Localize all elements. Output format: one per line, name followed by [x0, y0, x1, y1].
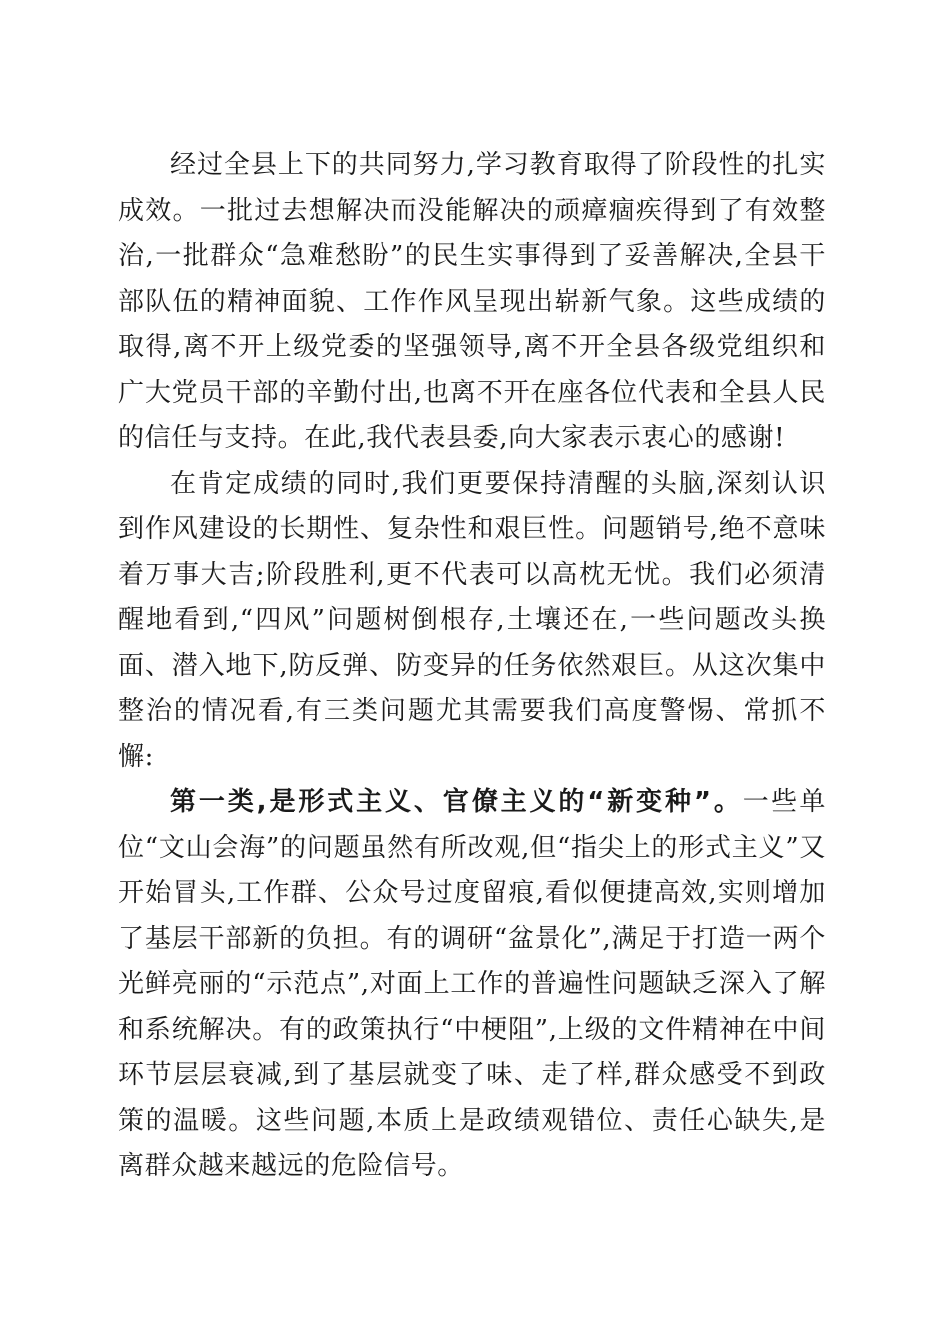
paragraph-problems-intro: 在肯定成绩的同时,我们更要保持清醒的头脑,深刻认识到作风建设的长期性、复杂性和艰巨性。问题销号,绝不意味着万事大吉;阶段胜利,更不代表可以高枕无忧。我们必须清醒地看到,“四风”问题树倒根存,土壤还在,一些问题改头换面、潜入地下,防反弹、防变异的任务依然艰巨。从这次集中整治的情况看,有三类问题尤其需要我们高度警惕、常抓不懈:: [118, 468, 826, 772]
paragraph-first-category: [118, 780, 826, 1190]
document-body: [118, 143, 826, 1190]
paragraph-body-text: 一些单位“文山会海”的问题虽然有所改观,但“指尖上的形式主义”又开始冒头,工作群、公众号过度留痕,看似便捷高效,实则增加了基层干部新的负担。有的调研“盆景化”,满足于打造一两个光鲜亮丽的“示范点”,对面上工作的普遍性问题缺乏深入了解和系统解决。有的政策执行“中梗阻”,上级的文件精神在中间环节层层衰减,到了基层就变了味、走了样,群众感受不到政策的温暖。这些问题,本质上是政绩观错位、责任心缺失,是离群众越来越远的危险信号。: [118, 787, 826, 1181]
paragraph-achievements: 经过全县上下的共同努力,学习教育取得了阶段性的扎实成效。一批过去想解决而没能解决的顽瘴痼疾得到了有效整治,一批群众“急难愁盼”的民生实事得到了妥善解决,全县干部队伍的精神面貌、工作作风呈现出崭新气象。这些成绩的取得,离不开上级党委的坚强领导,离不开全县各级党组织和广大党员干部的辛勤付出,也离不开在座各位代表和全县人民的信任与支持。在此,我代表县委,向大家表示衷心的感谢!: [118, 150, 826, 453]
paragraph-lead-heading: 第一类,是形式主义、官僚主义的“新变种”。: [170, 787, 743, 817]
